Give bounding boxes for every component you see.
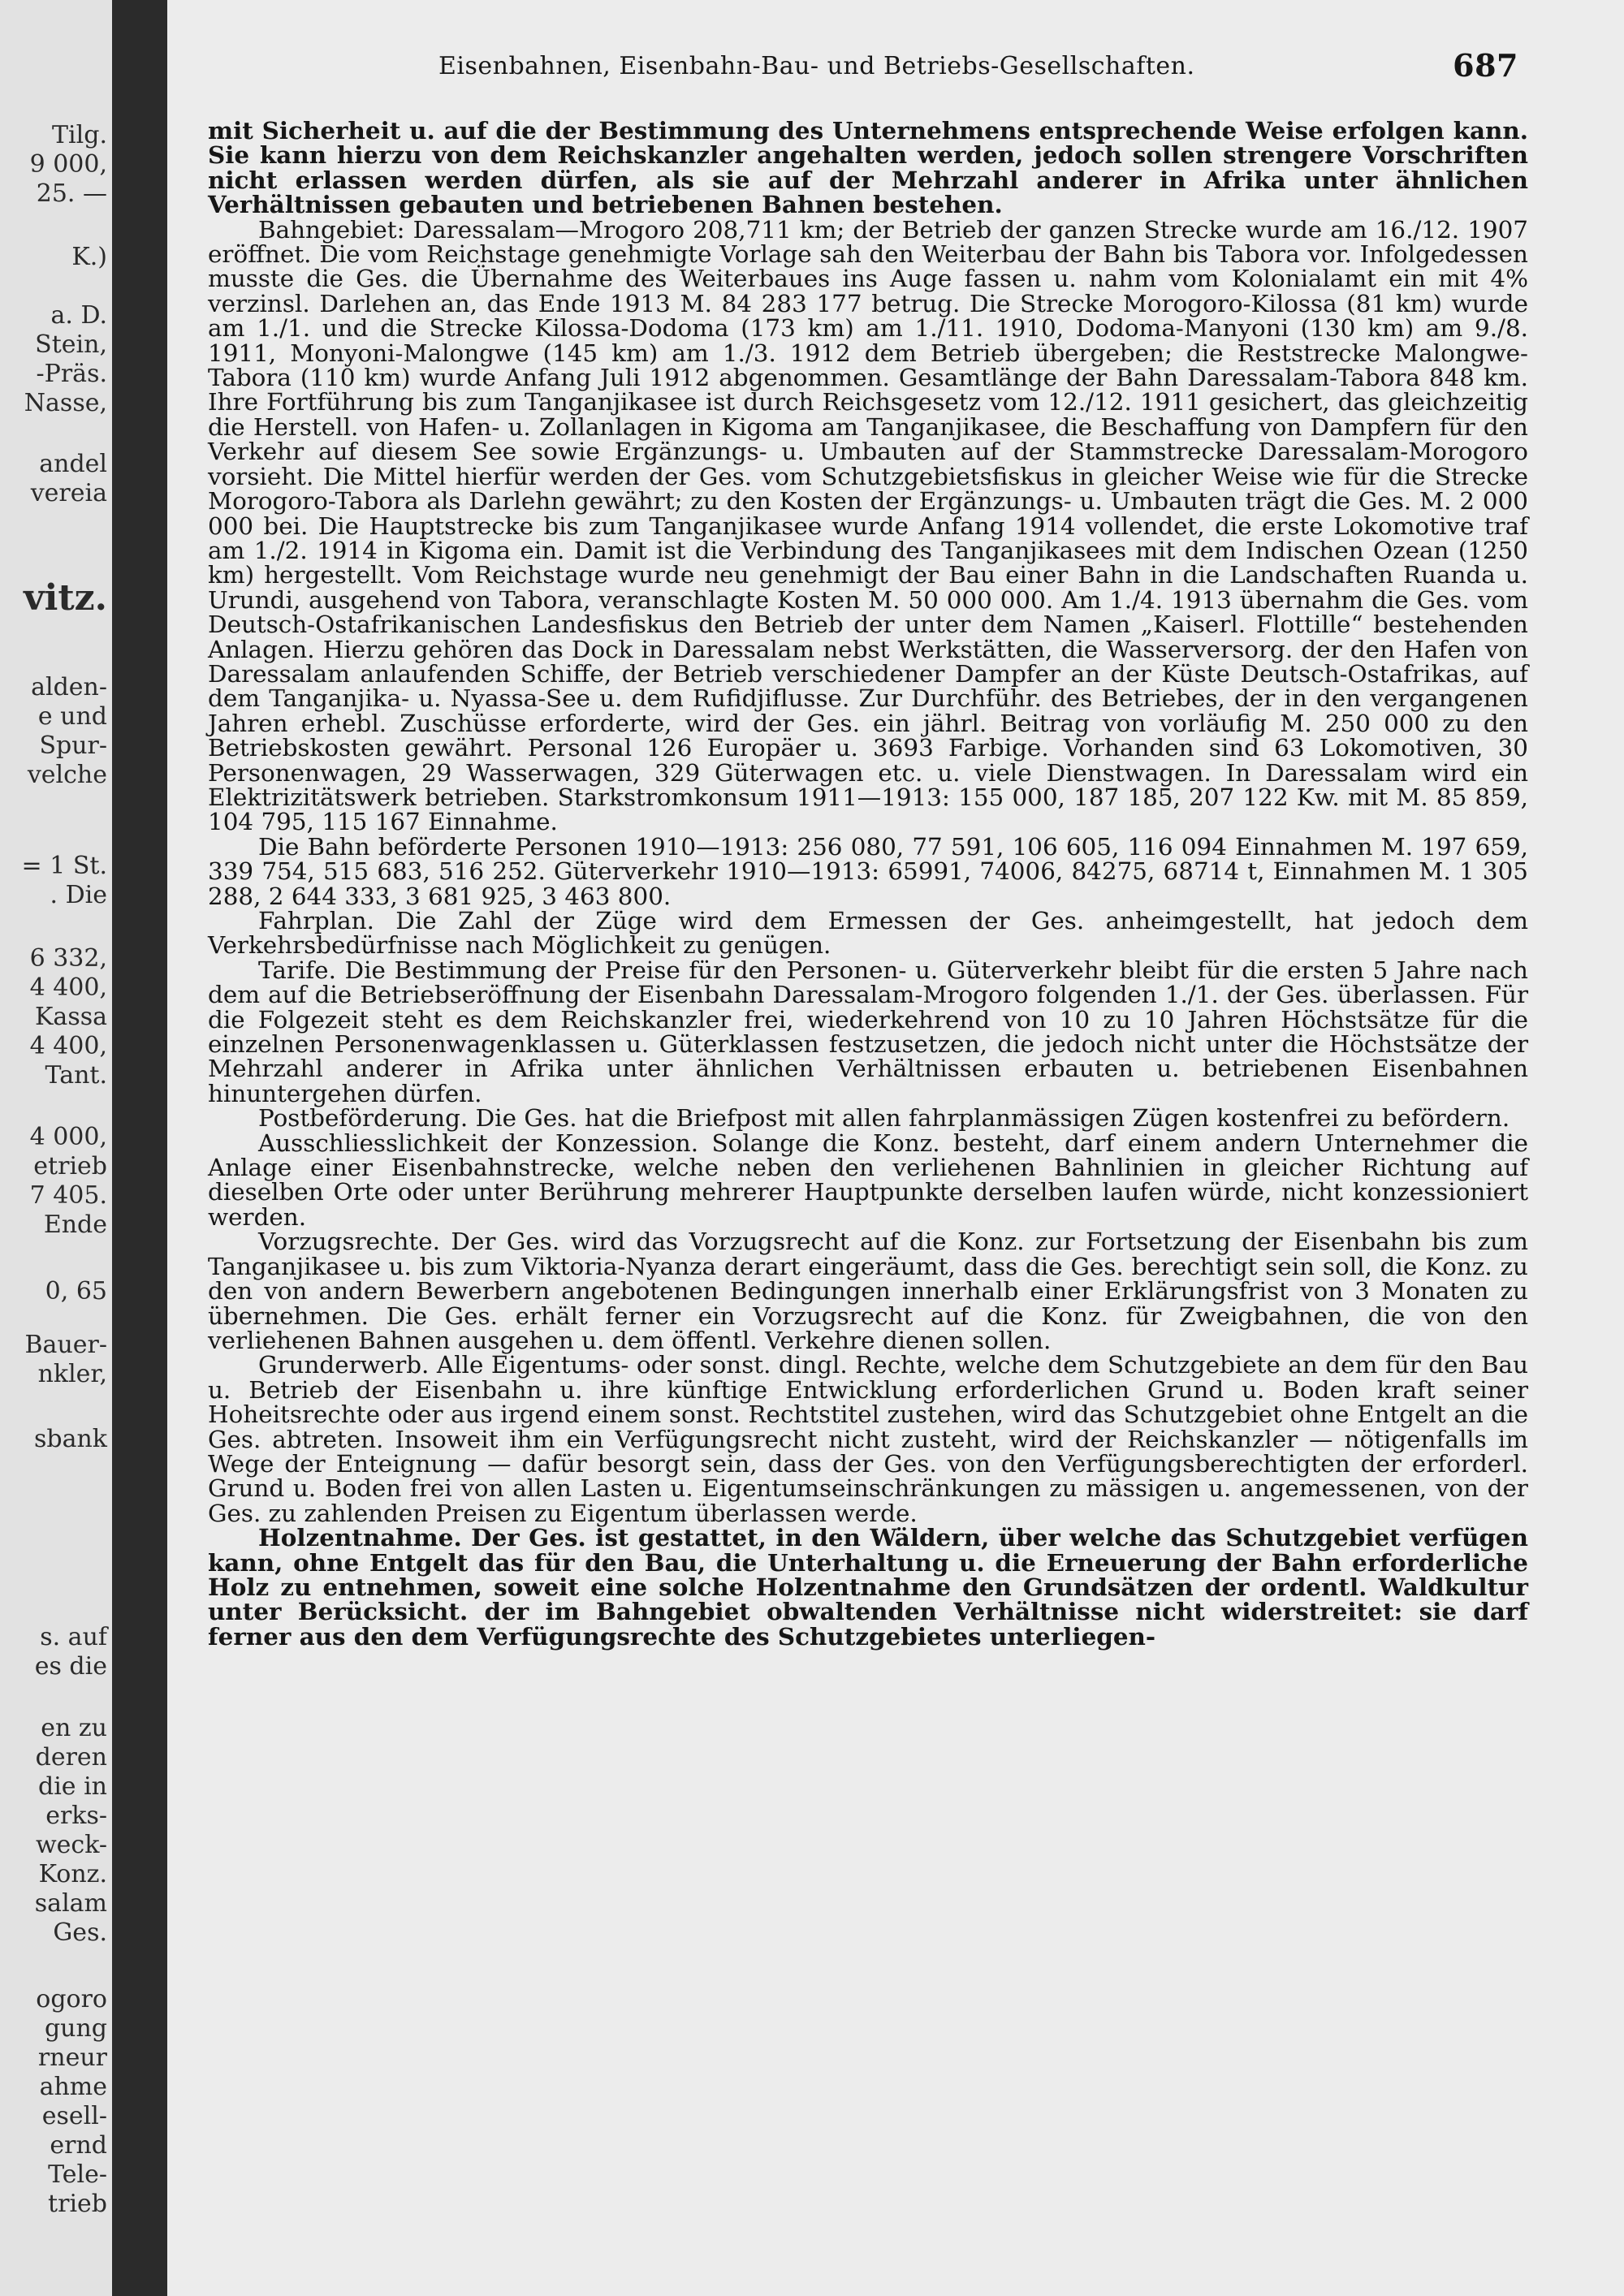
paragraph-holzentnahme: Holzentnahme. Der Ges. ist gestattet, in den Wäldern, über welche das Schutzgebiet verfügen kann, ohne Entgelt das für den Bau, die Unterhaltung u. die Erneuerung der Bahn erforderliche Holz zu entnehmen, soweit eine solche Holzentnahme den Grundsätzen der ordentl. Waldkultur unter Berücksicht. der im Bahngebiet obwaltenden Verhältnisse nicht widerstreitet: sie darf ferner aus den dem Verfügungsrechte des Schutzgebietes unterliegen- [208, 1523, 1528, 1651]
main-text [208, 116, 1528, 1651]
margin-fragment: Tilg. [52, 121, 107, 149]
margin-fragment: rneur [37, 2044, 107, 2072]
left-page-edge [0, 0, 112, 2296]
margin-fragment: vitz. [24, 577, 107, 619]
running-head [276, 47, 1518, 88]
margin-fragment: erks- [45, 1802, 107, 1830]
margin-fragment: Spur- [39, 732, 107, 760]
margin-fragment: alden- [31, 673, 107, 701]
paragraph-vorzugsrechte: Vorzugsrechte. Der Ges. wird das Vorzugsrecht auf die Konz. zur Fortsetzung der Eisenbahn bis zum Tanganjikasee u. bis zum Viktoria-Nyanza derart eingeräumt, dass die Ges. berechtigt sein soll, die Konz. zu den von andern Bewerbern angebotenen Bedingungen innerhalb einer Erklärungsfrist von 3 Monaten zu übernehmen. Die Ges. erhält ferner ein Vorzugsrecht auf die Konz. für Zweigbahnen, die von den verliehenen Bahnen ausgehen u. dem öffentl. Verkehre dienen sollen. [208, 1228, 1528, 1354]
margin-fragment: weck- [35, 1831, 107, 1859]
paragraph-fahrplan: Fahrplan. Die Zahl der Züge wird dem Ermessen der Ges. anheimgestellt, hat jedoch dem Verkehrsbedürfnisse nach Möglichkeit zu genügen. [208, 907, 1528, 960]
margin-fragment: salam [34, 1889, 107, 1918]
margin-fragment: trieb [48, 2190, 107, 2218]
margin-fragment: es die [34, 1652, 107, 1681]
margin-fragment: 7 405. [29, 1181, 107, 1210]
paragraph-tarife: Tarife. Die Bestimmung der Preise für den Personen- u. Güterverkehr bleibt für die ersten 5 Jahre nach dem auf die Betriebseröffnung der Eisenbahn Daressalam-Mrogoro folgenden 1./1. der Ges. überlassen. Für die Folgezeit steht es dem Reichskanzler frei, wiederkehrend von 10 zu 10 Jahren Höchstsätze für die einzelnen Personenwagenklassen u. Güterklassen festzusetzen, die jedoch nicht unter die Höchstsätze der Mehrzahl anderer in Afrika unter ähnlichen Verhältnissen erbauten u. betriebenen Eisenbahnen hinuntergehen dürfen. [208, 956, 1528, 1107]
margin-fragment: e und [37, 702, 107, 731]
margin-fragment: en zu [41, 1714, 107, 1742]
margin-fragment: 25. — [36, 179, 107, 208]
margin-fragment: 4 000, [29, 1123, 107, 1151]
margin-fragment: Nasse, [24, 389, 107, 417]
margin-fragment: 4 400, [29, 973, 107, 1002]
margin-fragment: nkler, [37, 1360, 107, 1388]
margin-fragment: esell- [41, 2102, 107, 2130]
margin-fragment: 4 400, [29, 1032, 107, 1060]
margin-fragment: = 1 St. [21, 852, 107, 880]
margin-fragment: gung [44, 2014, 107, 2043]
margin-fragment: die in [37, 1772, 107, 1801]
margin-fragment: etrieb [33, 1152, 107, 1180]
paragraph-grunderwerb: Grunderwerb. Alle Eigentums- oder sonst. dingl. Rechte, welche dem Schutzgebiete an dem für den Bau u. Betrieb der Eisenbahn u. ihre künftige Entwicklung erforderlichen Grund u. Boden kraft seiner Hoheitsrechte oder aus irgend einem sonst. Rechtstitel zustehen, wird das Schutzgebiet ohne Entgelt an die Ges. abtreten. Insoweit ihm ein Verfügungsrecht nicht zusteht, wird der Reichskanzler — nötigenfalls im Wege der Enteignung — dafür besorgt sein, dass der Ges. von den Verfügungsberechtigten der erforderl. Grund u. Boden frei von allen Lasten u. Eigentumseinschränkungen zu mässigen u. angemessenen, von der Ges. zu zahlenden Preisen zu Eigentum überlassen werde. [208, 1351, 1528, 1527]
book-spine [112, 0, 167, 2296]
margin-fragment: Tant. [45, 1061, 107, 1090]
margin-fragment: 9 000, [29, 150, 107, 179]
margin-fragment: 0, 65 [45, 1277, 107, 1306]
margin-fragment: Stein, [35, 330, 107, 359]
margin-fragment: vereia [30, 479, 107, 507]
margin-fragment: 6 332, [29, 944, 107, 973]
margin-fragment: Konz. [38, 1860, 107, 1888]
running-head-title: Eisenbahnen, Eisenbahn-Bau- und Betriebs-Gesellschaften. [438, 52, 1195, 80]
margin-fragment: andel [39, 450, 107, 478]
margin-fragment: ogoro [36, 1985, 107, 2013]
margin-fragment: Tele- [48, 2160, 107, 2189]
paragraph-postbefoerderung: Postbeförderung. Die Ges. hat die Briefpost mit allen fahrplanmässigen Zügen kostenfrei zu befördern. [258, 1104, 1510, 1133]
margin-fragment: Ende [43, 1211, 107, 1239]
margin-fragment: velche [27, 761, 107, 789]
paragraph-verkehr: Die Bahn beförderte Personen 1910—1913: 256 080, 77 591, 106 605, 116 094 Einnahmen M. 197 659, 339 754, 515 683, 516 252. Güterverkehr 1910—1913: 65991, 74006, 84275, 68714 t, Einnahmen M. 1 305 288, 2 644 333, 3 681 925, 3 463 800. [208, 832, 1528, 910]
margin-fragment: ernd [50, 2131, 107, 2160]
margin-fragment: ahme [39, 2073, 107, 2101]
margin-fragment: deren [35, 1743, 107, 1772]
margin-fragment: -Präs. [36, 360, 107, 388]
margin-fragment: Ges. [53, 1918, 107, 1947]
paragraph-ausschliesslichkeit: Ausschliesslichkeit der Konzession. Solange die Konz. besteht, darf einem andern Unternehmer die Anlage einer Eisenbahnstrecke, welche neben den verliehenen Bahnlinien in gleicher Richtung auf dieselben Orte oder unter Berührung mehrerer Hauptpunkte derselben laufen würde, nicht konzessioniert werden. [208, 1129, 1528, 1231]
margin-fragment: K.) [71, 243, 107, 271]
margin-fragment: a. D. [50, 301, 107, 330]
margin-fragment: Kassa [35, 1003, 107, 1031]
page-number: 687 [1453, 47, 1518, 84]
margin-fragment: . Die [50, 881, 107, 909]
margin-fragment: sbank [34, 1425, 107, 1453]
margin-fragment: s. auf [40, 1623, 107, 1651]
paragraph-continuation: mit Sicherheit u. auf die der Bestimmung des Unternehmens entsprechende Weise erfolgen kann. Sie kann hierzu von dem Reichskanzler angehalten werden, jedoch sollen strengere Vorschriften nicht erlassen werden dürfen, als sie auf der Mehrzahl anderer in Afrika unter ähnlichen Verhältnissen gebauten und betriebenen Bahnen bestehen. [208, 116, 1528, 219]
margin-fragment: Bauer- [24, 1331, 107, 1359]
paragraph-bahngebiet: Bahngebiet: Daressalam—Mrogoro 208,711 km; der Betrieb der ganzen Strecke wurde am 16./12. 1907 eröffnet. Die vom Reichstage genehmigte Vorlage sah den Weiterbau der Bahn bis Tabora vor. Infolgedessen musste die Ges. die Übernahme des Weiterbaues ins Auge fassen u. nahm vom Kolonialamt ein mit 4% verzinsl. Darlehen an, das Ende 1913 M. 84 283 177 betrug. Die Strecke Morogoro-Kilossa (81 km) wurde am 1./1. und die Strecke Kilossa-Dodoma (173 km) am 1./11. 1910, Dodoma-Manyoni (130 km) am 9./8. 1911, Monyoni-Malongwe (145 km) am 1./3. 1912 dem Betrieb übergeben; die Reststrecke Malongwe-Tabora (110 km) wurde Anfang Juli 1912 abgenommen. Gesamtlänge der Bahn Daressalam-Tabora 848 km. Ihre Fortführung bis zum Tanganjikasee ist durch Reichsgesetz vom 12./12. 1911 gesichert, das gleichzeitig die Herstell. von Hafen- u. Zollanlagen in Kigoma am Tanganjikasee, die Beschaffung von Dampfern für den Verkehr auf diesem See sowie Ergänzungs- u. Umbauten auf der Stammstrecke Daressalam-Morogoro vorsieht. Die Mittel hierfür werden der Ges. vom Schutzgebietsfiskus in gleicher Weise wie für die Strecke Morogoro-Tabora als Darlehn gewährt; zu den Kosten der Ergänzungs- u. Umbauten trägt die Ges. M. 2 000 000 bei. Die Hauptstrecke bis zum Tanganjikasee wurde Anfang 1914 vollendet, die erste Lokomotive traf am 1./2. 1914 in Kigoma ein. Damit ist die Verbindung des Tanganjikasees mit dem Indischen Ozean (1250 km) hergestellt. Vom Reichstage wurde neu genehmigt der Bau einer Bahn in die Landschaften Ruanda u. Urundi, ausgehend von Tabora, veranschlagte Kosten M. 50 000 000. Am 1./4. 1913 übernahm die Ges. vom Deutsch-Ostafrikanischen Landesfiskus den Betrieb der unter dem Namen „Kaiserl. Flottille“ bestehenden Anlagen. Hierzu gehören das Dock in Daressalam nebst Werkstätten, die Wasserversorg. der den Hafen von Daressalam anlaufenden Schiffe, der Betrieb verschiedener Dampfer an der Küste Deutsch-Ostafrikas, auf dem Tanganjika- u. Nyassa-See u. dem Rufidjiflusse. Zur Durchführ. des Betriebes, der in den vergangenen Jahren erhebl. Zuschüsse erforderte, wird der Ges. ein jährl. Beitrag von vorläufig M. 250 000 zu den Betriebskosten gewährt. Personal 126 Europäer u. 3693 Farbige. Vorhanden sind 63 Lokomotiven, 30 Personenwagen, 29 Wasserwagen, 329 Güterwagen etc. u. viele Dienstwagen. In Daressalam wird ein Elektrizitätswerk betrieben. Starkstromkonsum 1911—1913: 155 000, 187 185, 207 122 Kw. mit M. 85 859, 104 795, 115 167 Einnahme. [208, 215, 1528, 836]
